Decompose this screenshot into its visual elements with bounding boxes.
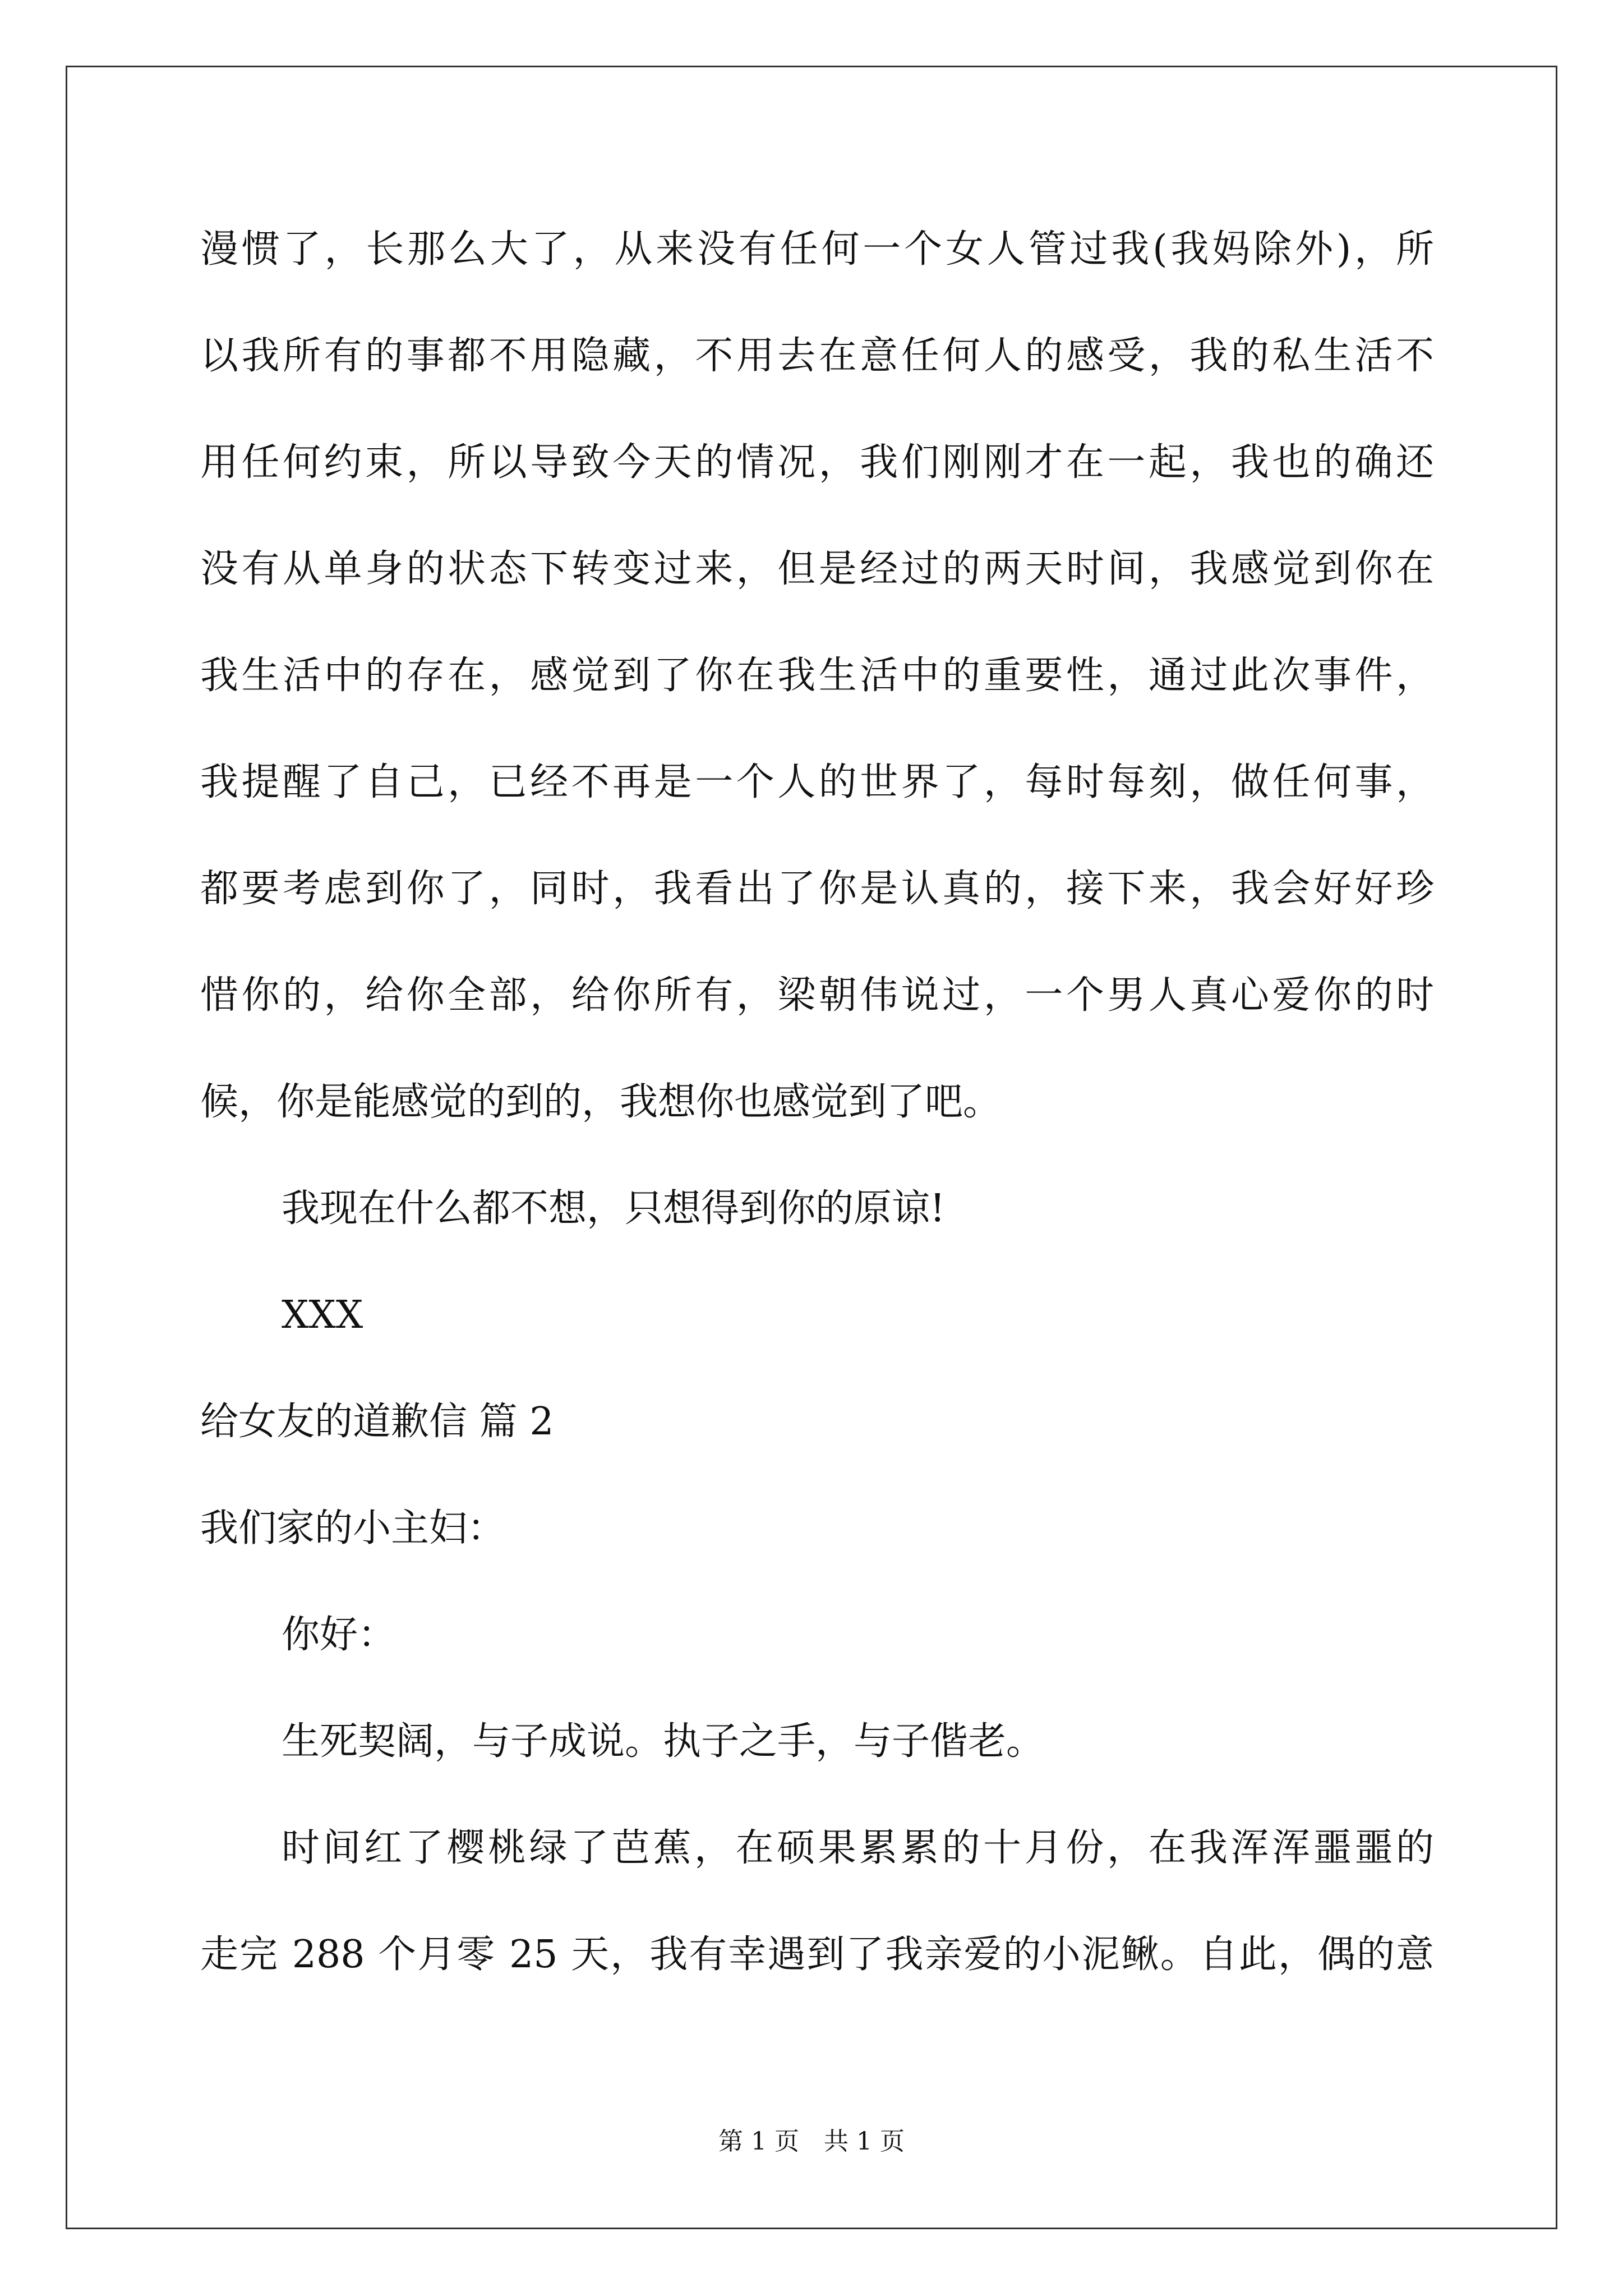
text-line-2: 以我所有的事都不用隐藏，不用去在意任何人的感受，我的私生活不: [200, 334, 1434, 378]
text-line-5: 我生活中的存在，感觉到了你在我生活中的重要性，通过此次事件，: [200, 654, 1434, 698]
text-line-3: 用任何约束，所以导致今天的情况，我们刚刚才在一起，我也的确还: [200, 440, 1434, 485]
signature-xxx: XXX: [282, 1293, 363, 1337]
text-line-16: 时间红了樱桃绿了芭蕉，在硕果累累的十月份，在我浑浑噩噩的: [282, 1826, 1434, 1870]
section-heading: 给女友的道歉信 篇 2: [200, 1400, 554, 1444]
salutation: 我们家的小主妇：: [200, 1506, 506, 1550]
text-line-6: 我提醒了自己，已经不再是一个人的世界了，每时每刻，做任何事，: [200, 760, 1434, 804]
text-line-7: 都要考虑到你了，同时，我看出了你是认真的，接下来，我会好好珍: [200, 867, 1434, 911]
page-number-footer: 第 1 页 共 1 页: [718, 2127, 905, 2156]
text-line-9: 候，你是能感觉的到的，我想你也感觉到了吧。: [200, 1080, 1002, 1124]
text-line-17: 走完 288 个月零 25 天，我有幸遇到了我亲爱的小泥鳅。自此，偶的意: [200, 1932, 1434, 1977]
text-line-1: 漫惯了，长那么大了，从来没有任何一个女人管过我(我妈除外)，所: [200, 227, 1434, 272]
text-line-10: 我现在什么都不想，只想得到你的原谅!: [282, 1186, 946, 1231]
text-line-15: 生死契阔，与子成说。执子之手，与子偕老。: [282, 1719, 1045, 1764]
page-border: [66, 66, 1557, 2229]
text-line-4: 没有从单身的状态下转变过来，但是经过的两天时间，我感觉到你在: [200, 547, 1434, 591]
greeting: 你好：: [282, 1613, 396, 1657]
text-line-8: 惜你的，给你全部，给你所有，梁朝伟说过，一个男人真心爱你的时: [200, 973, 1434, 1018]
